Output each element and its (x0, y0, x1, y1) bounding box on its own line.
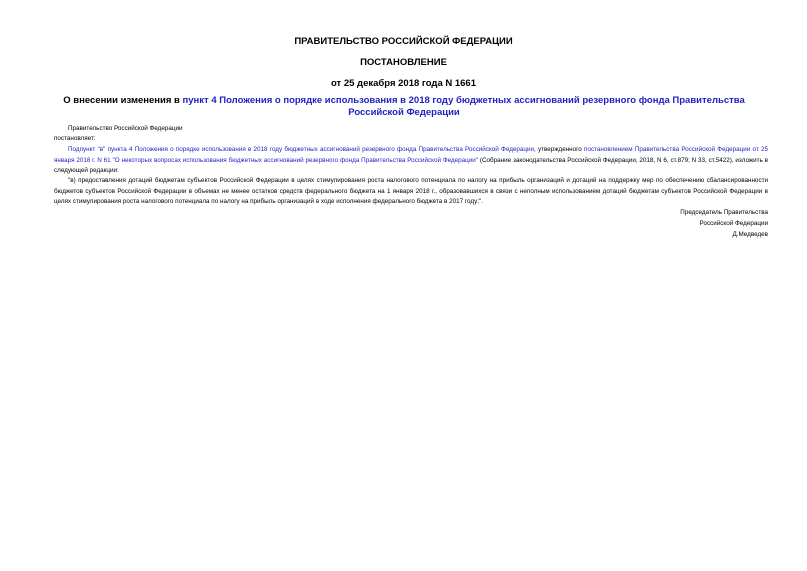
document-title (54, 95, 754, 119)
quoted-paragraph: "в) предоставления дотаций бюджетам субъектов Российской Федерации в целях стимулирования роста налогового потенциала по налогу на прибыль организаций и дотаций на поддержку мер по обеспечению сбалансированности бюджетов субъектов Российской Федерации в объемах не менее остатков средств федерального бюджета на 1 января 2018 г., образовавшихся в связи с неполным использованием дотаций бюджетам субъектов Российской Федерации в целях стимулирования роста налогового потенциала по налогу на прибыль организаций в ходе исполнения федерального бюджета в 2017 году;". (54, 177, 768, 205)
document-date-number: от 25 декабря 2018 года N 1661 (330, 78, 476, 89)
amendment-paragraph (54, 145, 768, 177)
issuing-organization: ПРАВИТЕЛЬСТВО РОССИЙСКОЙ ФЕДЕРАЦИИ (294, 36, 513, 47)
government-line: Правительство Российской Федерации (68, 125, 183, 132)
document-type: ПОСТАНОВЛЕНИЕ (360, 57, 447, 68)
signature-position-line2: Российской Федерации (699, 220, 768, 227)
signature-name: Д.Медведев (732, 231, 768, 238)
signature-position-line1: Председатель Правительства (680, 209, 768, 216)
title-link[interactable]: пункт 4 Положения о порядке использования в 2018 году бюджетных ассигнований резервного фонда Правительства Российской Федерации (182, 95, 745, 118)
amendment-text-2: (Собрание законодательства Российской Федерации, 2018, N 6, ст.879; N 33, ст.5422), изложить в следующей редакции: (54, 156, 768, 174)
title-prefix: О внесении изменения в (63, 95, 183, 106)
decrees-line: постановляет: (54, 135, 96, 142)
decree-link[interactable]: постановлением Правительства Российской Федерации от 25 января 2018 г. N 61 "О некоторых вопросах использования бюджетных ассигнований резервного фонда Правительства Российской Федерации" (54, 146, 768, 164)
amendment-text-1: , утвержденного (534, 146, 585, 153)
subpoint-link[interactable]: Подпункт "в" пункта 4 Положения о порядке использования в 2018 году бюджетных ассигнований резервного фонда Правительства Российской Федерации (68, 146, 535, 153)
